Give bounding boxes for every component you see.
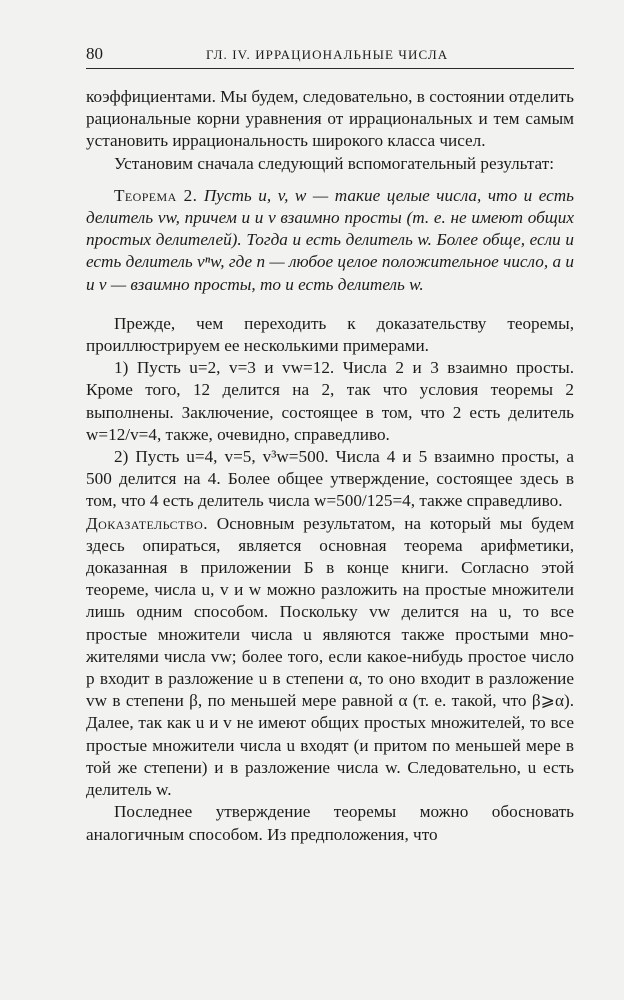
running-title: ГЛ. IV. ИРРАЦИОНАЛЬНЫЕ ЧИСЛА	[206, 47, 449, 62]
theorem-2	[86, 185, 574, 296]
paragraph-intro-continued: коэффициентами. Мы будем, следовательно, в состоянии отделить рациональные корни уравнения от иррациональных и тем самым установить иррациональность широкого класса чисел.	[86, 87, 574, 151]
proof-label: Доказательство.	[86, 513, 208, 533]
page-body	[86, 86, 574, 846]
paragraph-auxiliary-result: Установим сначала следующий вспомогательный результат:	[114, 153, 555, 173]
example-1: 1) Пусть u=2, v=3 и vw=12. Числа 2 и 3 взаимно просты. Кроме того, 12 делится на 2, так что условия теоремы 2 выполнены. Заключение, состоящее в том, что 2 есть делитель w=12/v=4, также, очевидно, справедливо.	[86, 358, 574, 444]
theorem-label: Теорема 2.	[114, 185, 198, 205]
example-2: 2) Пусть u=4, v=5, v³w=500. Числа 4 и 5 взаимно просты, a 500 делится на 4. Более общее утверждение, состоящее здесь в том, что 4 есть делитель числа w=500/125=4, также справедливо.	[86, 447, 574, 511]
proof	[86, 513, 574, 802]
theorem-statement: Пусть u, v, w — такие целые числа, что u есть делитель vw, причем u и v взаимно просты (т. е. не имеют общих простых делителей). Тогда u есть делитель w. Более обще, если u есть делитель vⁿw, где n — любое целое положительное число, a u и v — взаимно просты, то u есть делитель w.	[86, 185, 575, 294]
paragraph-examples-intro: Прежде, чем переходить к доказательству теоремы, проиллюстрируем ее несколькими примерами.	[86, 313, 574, 356]
page-number: 80	[86, 44, 103, 63]
page-header	[86, 44, 574, 69]
paragraph-last-statement: Последнее утверждение теоремы можно обосновать аналогичным способом. Из предположения, что	[86, 802, 574, 844]
proof-text: Основным результатом, на который мы будем здесь опираться, является основная теорема арифметики, доказанная в приложении Б в конце книги. Согласно этой теореме, числа u, v и w можно разложить на простые множители лишь одним способом. Поскольку vw делится на u, то все простые множители числа u являются также простыми множителями числа vw; более того, если какое-нибудь простое число p входит в разложение u в степени α, то оно входит в разложение vw в степени β, по меньшей мере равной α (т. е. такой, что β⩾α). Далее, так как u и v не имеют общих простых множителей, то все простые множители числа u входят (и притом по меньшей мере в той же степени) и в разложение числа w. Следовательно, u есть делитель w.	[86, 513, 574, 800]
